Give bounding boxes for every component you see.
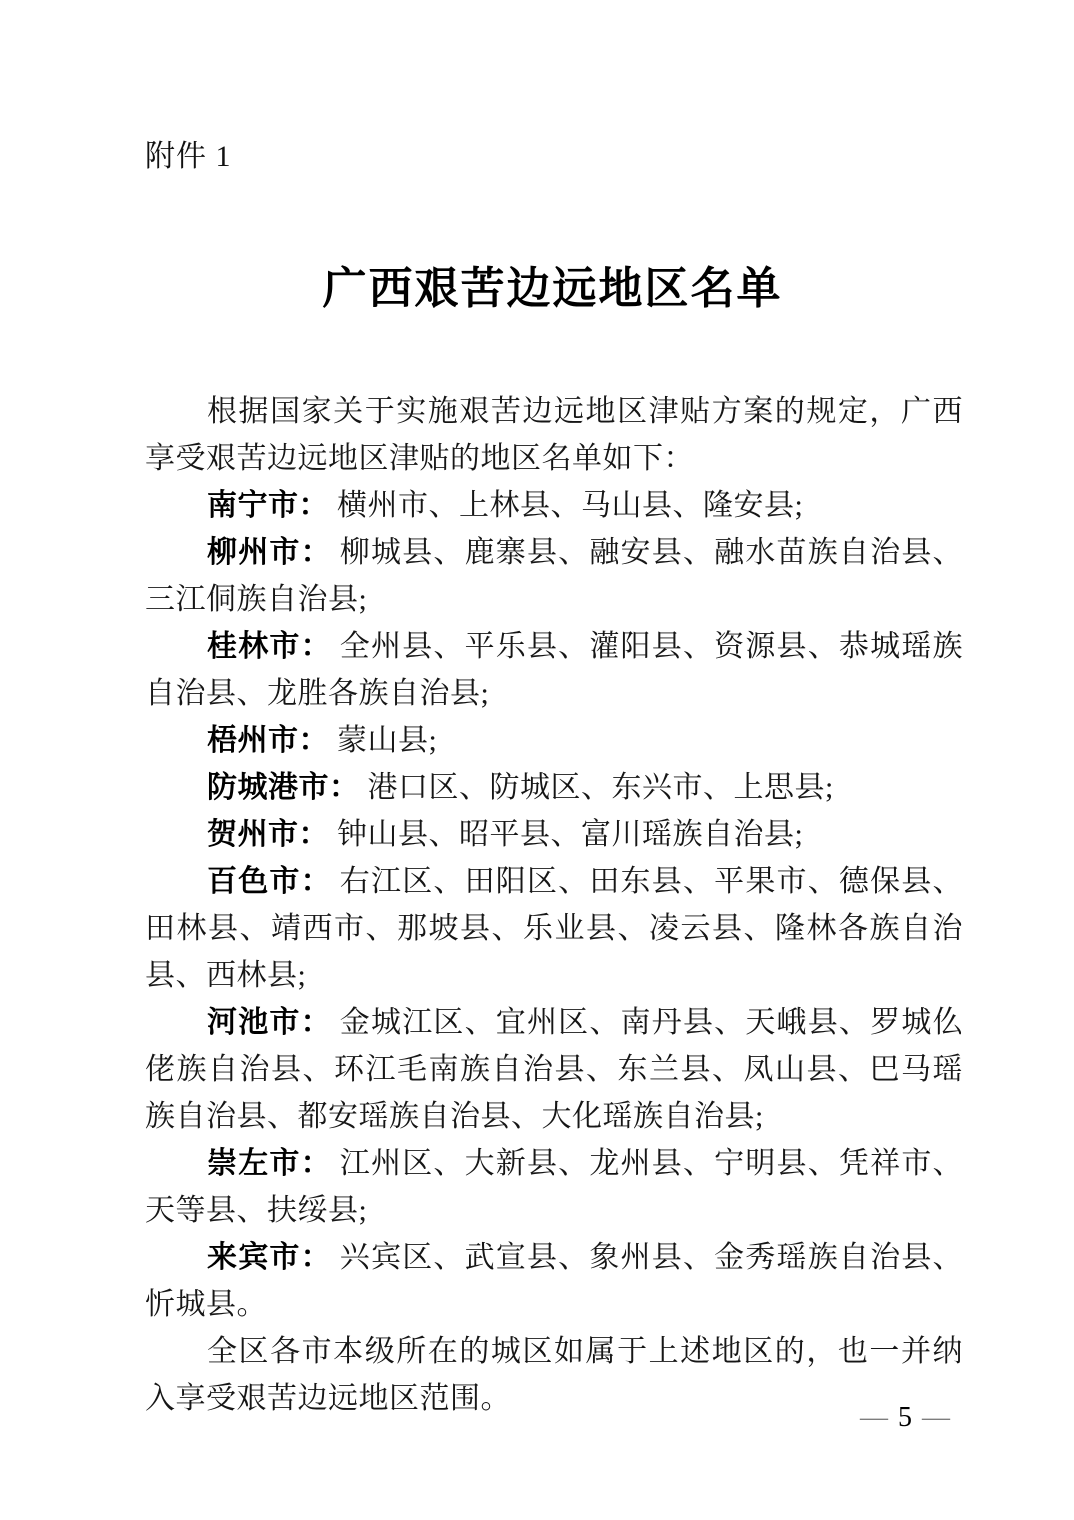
region-areas: 柳城县、鹿寨县、融安县、融水苗族自治县、三江侗族自治县; (145, 536, 964, 616)
region-areas: 兴宾区、武宣县、象州县、金秀瑶族自治县、忻城县。 (145, 1241, 964, 1321)
region-row-guilin (145, 623, 963, 717)
region-row-wuzhou (145, 717, 963, 764)
region-row-hezhou (145, 811, 963, 858)
region-areas: 港口区、防城区、东兴市、上思县; (367, 771, 834, 804)
region-row-liuzhou (145, 529, 963, 623)
region-row-nanning (145, 482, 963, 529)
region-row-baise (145, 858, 963, 999)
region-row-hechi (145, 999, 963, 1140)
region-areas: 钟山县、昭平县、富川瑶族自治县; (337, 818, 804, 851)
page-number-dash-left: — (860, 1402, 888, 1433)
region-row-chongzuo (145, 1140, 963, 1234)
region-areas: 江州区、大新县、龙州县、宁明县、凭祥市、天等县、扶绥县; (145, 1147, 964, 1227)
city-name: 桂林市： (207, 630, 332, 663)
page-number-value: 5 (898, 1402, 912, 1433)
region-row-fangchenggang (145, 764, 963, 811)
city-name: 河池市： (207, 1006, 332, 1039)
region-areas: 金城江区、宜州区、南丹县、天峨县、罗城仫佬族自治县、环江毛南族自治县、东兰县、凤山县、巴马瑶族自治县、都安瑶族自治县、大化瑶族自治县; (145, 1006, 964, 1133)
city-name: 梧州市： (207, 724, 329, 757)
document-body (145, 388, 963, 1422)
city-name: 崇左市： (207, 1147, 332, 1180)
page-number-dash-right: — (922, 1402, 950, 1433)
region-areas: 横州市、上林县、马山县、隆安县; (337, 489, 804, 522)
closing-paragraph: 全区各市本级所在的城区如属于上述地区的，也一并纳入享受艰苦边远地区范围。 (145, 1335, 963, 1415)
region-areas: 右江区、田阳区、田东县、平果市、德保县、田林县、靖西市、那坡县、乐业县、凌云县、隆林各族自治县、西林县; (145, 865, 964, 992)
city-name: 柳州市： (207, 536, 332, 569)
city-name: 南宁市： (207, 489, 329, 522)
page-number (850, 1402, 960, 1434)
city-name: 贺州市： (207, 818, 329, 851)
city-name: 防城港市： (207, 771, 360, 804)
intro-paragraph: 根据国家关于实施艰苦边远地区津贴方案的规定，广西享受艰苦边远地区津贴的地区名单如下： (145, 395, 963, 475)
attachment-label: 附件 1 (145, 140, 232, 173)
city-name: 来宾市： (207, 1241, 332, 1274)
city-name: 百色市： (207, 865, 332, 898)
page-title: 广西艰苦边远地区名单 (322, 264, 783, 313)
region-areas: 蒙山县; (337, 724, 438, 757)
region-row-laibin (145, 1234, 963, 1328)
region-areas: 全州县、平乐县、灌阳县、资源县、恭城瑶族自治县、龙胜各族自治县; (145, 630, 964, 710)
